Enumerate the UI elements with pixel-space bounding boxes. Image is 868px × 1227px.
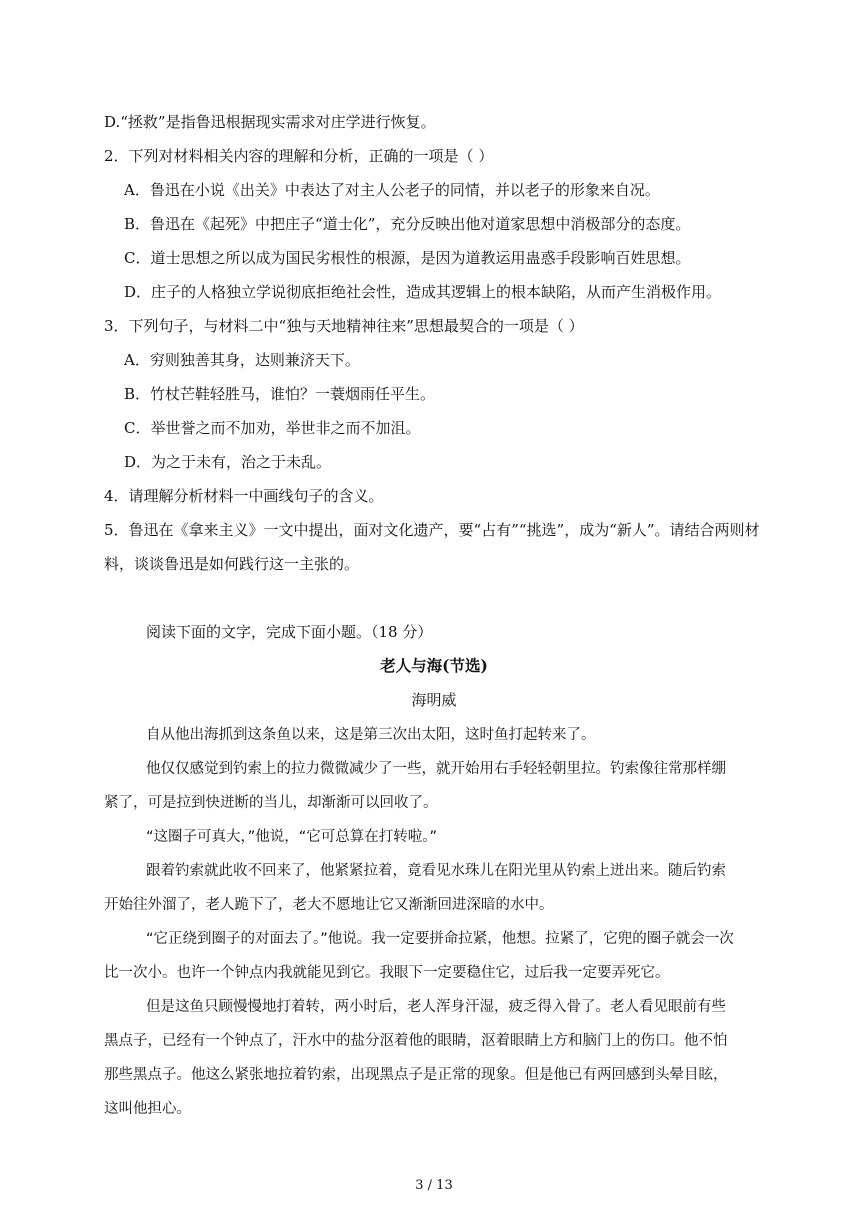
story-paragraph-6-line-3: 那些黑点子。他这么紧张地拉着钓索，出现黑点子是正常的现象。但是他已有两回感到头晕目眩，: [104, 1067, 728, 1083]
question-5-line-1: 5．鲁迅在《拿来主义》一文中提出，面对文化遗产，要“占有”“挑选”，成为“新人”。请结合两则材: [104, 521, 760, 539]
question-3-option-a: A．穷则独善其身，达则兼济天下。: [124, 351, 360, 369]
story-title: 老人与海(节选): [380, 656, 488, 675]
question-3-stem: 3．下列句子，与材料二中“独与天地精神往来”思想最契合的一项是（ ）: [104, 317, 584, 335]
question-2-option-c: C．道士思想之所以成为国民劣根性的根源，是因为道教运用蛊惑手段影响百姓思想。: [124, 249, 691, 267]
question-1-option-d: D.“拯救”是指鲁迅根据现实需求对庄学进行恢复。: [104, 113, 436, 131]
story-paragraph-4-line-1: 跟着钓索就此收不回来了，他紧紧拉着，竟看见水珠儿在阳光里从钓索上迸出来。随后钓索: [146, 863, 726, 879]
story-paragraph-1: 自从他出海抓到这条鱼以来，这是第三次出太阳，这时鱼打起转来了。: [146, 727, 596, 743]
question-3-option-c: C．举世誉之而不加劝，举世非之而不加沮。: [124, 419, 421, 437]
question-4: 4．请理解分析材料一中画线句子的含义。: [104, 487, 384, 505]
page-number: 3 / 13: [415, 1178, 453, 1193]
story-paragraph-6-line-4: 这叫他担心。: [104, 1101, 191, 1117]
question-2-option-d: D．庄子的人格独立学说彻底拒绝社会性，造成其逻辑上的根本缺陷，从而产生消极作用。: [124, 283, 722, 301]
question-2-option-a: A．鲁迅在小说《出关》中表达了对主人公老子的同情，并以老子的形象来自况。: [124, 181, 660, 199]
question-5-line-2: 料，谈谈鲁迅是如何践行这一主张的。: [104, 555, 360, 573]
story-paragraph-3: “这圈子可真大，”他说，“它可总算在打转啦。”: [146, 829, 438, 845]
question-2-option-b: B．鲁迅在《起死》中把庄子“道士化”，充分反映出他对道家思想中消极部分的态度。: [124, 215, 691, 233]
question-3-option-d: D．为之于未有，治之于未乱。: [124, 453, 332, 471]
question-2-stem: 2．下列对材料相关内容的理解和分析，正确的一项是（ ）: [104, 147, 494, 165]
question-3-option-b: B．竹杖芒鞋轻胜马，谁怕？一蓑烟雨任平生。: [124, 385, 436, 403]
story-paragraph-5-line-2: 比一次小。也许一个钟点内我就能见到它。我眼下一定要稳住它，过后我一定要弄死它。: [104, 965, 670, 981]
story-paragraph-6-line-2: 黑点子，已经有一个钟点了，汗水中的盐分沤着他的眼睛，沤着眼睛上方和脑门上的伤口。他不怕: [104, 1033, 728, 1049]
reading-instructions: 阅读下面的文字，完成下面小题。（18 分）: [146, 623, 433, 641]
story-paragraph-5-line-1: “它正绕到圈子的对面去了。”他说。我一定要拼命拉紧，他想。拉紧了，它兜的圈子就会一次: [146, 931, 734, 947]
story-author: 海明威: [411, 691, 457, 709]
story-paragraph-2-line-2: 紧了，可是拉到快迸断的当儿，却渐渐可以回收了。: [104, 795, 438, 811]
story-paragraph-4-line-2: 开始往外溜了，老人跪下了，老大不愿地让它又渐渐回进深暗的水中。: [104, 897, 554, 913]
story-paragraph-2-line-1: 他仅仅感觉到钓索上的拉力微微减少了一些，就开始用右手轻轻朝里拉。钓索像往常那样绷: [146, 761, 726, 777]
story-paragraph-6-line-1: 但是这鱼只顾慢慢地打着转，两小时后，老人浑身汗湿，疲乏得入骨了。老人看见眼前有些: [146, 999, 726, 1015]
